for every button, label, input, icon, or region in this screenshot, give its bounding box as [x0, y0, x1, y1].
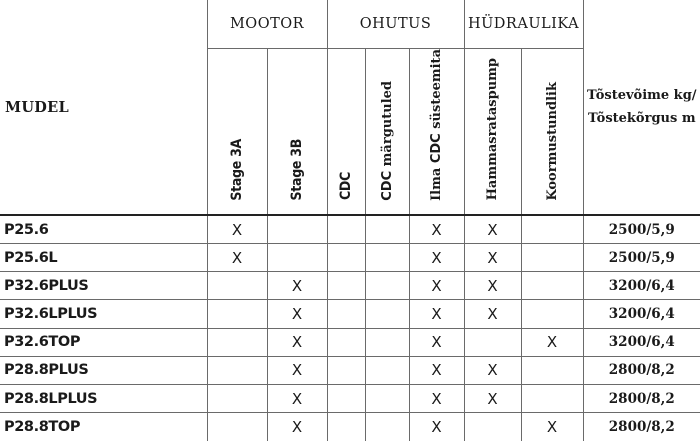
feature-cell-stage3b [267, 272, 327, 300]
feature-cell-gear_pump [464, 300, 521, 328]
feature-cell-cdc [327, 244, 365, 272]
feature-cell-no_cdc [409, 356, 464, 384]
feature-mark: X [487, 220, 498, 239]
feature-cell-cdc_lights [365, 215, 409, 243]
feature-cell-stage3b [267, 385, 327, 413]
feature-cell-stage3a [207, 413, 267, 441]
column-header-stage3b [267, 48, 327, 215]
feature-cell-cdc [327, 272, 365, 300]
feature-mark: X [487, 276, 498, 295]
table-row [0, 328, 700, 356]
feature-cell-gear_pump [464, 385, 521, 413]
feature-cell-stage3a [207, 356, 267, 384]
group-header-engine: MOOTOR [207, 0, 327, 48]
feature-cell-stage3b [267, 413, 327, 441]
column-label-stage3b: Stage 3B [289, 138, 305, 201]
feature-cell-load_sensing [521, 413, 583, 441]
feature-mark: X [291, 276, 303, 295]
feature-cell-load_sensing [521, 385, 583, 413]
feature-mark: X [487, 248, 498, 267]
capacity-value: 2800/8,2 [583, 385, 700, 413]
table-row [0, 244, 700, 272]
column-header-cdc [327, 48, 365, 215]
column-header-no-cdc [409, 48, 464, 215]
feature-mark: X [431, 333, 442, 352]
feature-cell-stage3a [207, 215, 267, 243]
feature-cell-stage3b [267, 244, 327, 272]
capacity-value: 2800/8,2 [583, 356, 700, 384]
model-name: P32.6PLUS [0, 272, 207, 300]
feature-cell-load_sensing [521, 272, 583, 300]
table-row [0, 413, 700, 441]
feature-cell-cdc_lights [365, 413, 409, 441]
feature-cell-cdc [327, 356, 365, 384]
capacity-header-line2: Tõstekõrgus m [587, 111, 696, 127]
feature-cell-gear_pump [464, 244, 521, 272]
capacity-column-header [583, 0, 700, 215]
model-name: P28.8LPLUS [0, 385, 207, 413]
model-name: P25.6L [0, 244, 207, 272]
feature-cell-gear_pump [464, 413, 521, 441]
feature-cell-gear_pump [464, 215, 521, 243]
feature-mark: X [431, 305, 442, 324]
feature-mark: X [431, 361, 442, 380]
feature-cell-cdc_lights [365, 328, 409, 356]
feature-cell-cdc [327, 413, 365, 441]
feature-cell-cdc_lights [365, 385, 409, 413]
model-column-header: MUDEL [5, 98, 70, 116]
column-label-stage3a: Stage 3A [229, 138, 245, 201]
column-label-gear-pump: Hammasrataspump [485, 58, 501, 201]
feature-cell-no_cdc [409, 385, 464, 413]
table-row [0, 215, 700, 243]
feature-cell-no_cdc [409, 272, 464, 300]
feature-mark: X [291, 418, 303, 437]
table-body [0, 215, 700, 441]
capacity-value: 2500/5,9 [583, 244, 700, 272]
feature-cell-stage3a [207, 244, 267, 272]
feature-cell-gear_pump [464, 356, 521, 384]
column-header-stage3a [207, 48, 267, 215]
feature-cell-cdc [327, 215, 365, 243]
column-header-cdc-lights [365, 48, 409, 215]
group-header-hydraulics: HÜDRAULIKA [464, 0, 583, 48]
table-row [0, 272, 700, 300]
feature-mark: X [231, 248, 243, 267]
feature-cell-cdc_lights [365, 356, 409, 384]
feature-cell-no_cdc [409, 328, 464, 356]
feature-cell-cdc_lights [365, 272, 409, 300]
table-row [0, 385, 700, 413]
model-name: P25.6 [0, 215, 207, 243]
feature-cell-no_cdc [409, 244, 464, 272]
feature-mark: X [231, 220, 243, 239]
column-header-gear-pump [464, 48, 521, 215]
feature-cell-load_sensing [521, 300, 583, 328]
feature-mark: X [431, 220, 442, 239]
capacity-value: 3200/6,4 [583, 272, 700, 300]
feature-cell-no_cdc [409, 413, 464, 441]
capacity-value: 3200/6,4 [583, 300, 700, 328]
column-header-load-sensing [521, 48, 583, 215]
feature-cell-load_sensing [521, 215, 583, 243]
feature-cell-cdc [327, 300, 365, 328]
feature-cell-stage3a [207, 272, 267, 300]
feature-mark: X [431, 418, 442, 437]
feature-mark: X [487, 361, 498, 380]
group-header-safety: OHUTUS [327, 0, 464, 48]
column-label-cdc-lights: CDC märgutuled [379, 80, 395, 201]
feature-cell-stage3b [267, 328, 327, 356]
feature-mark: X [291, 333, 303, 352]
capacity-value: 2800/8,2 [583, 413, 700, 441]
feature-cell-load_sensing [521, 244, 583, 272]
model-name: P28.8TOP [0, 413, 207, 441]
feature-cell-gear_pump [464, 328, 521, 356]
column-label-cdc: CDC [338, 172, 355, 201]
feature-mark: X [291, 305, 303, 324]
feature-cell-no_cdc [409, 215, 464, 243]
feature-cell-cdc [327, 385, 365, 413]
capacity-header-line1: Tõstevõime kg/ [587, 88, 697, 104]
feature-mark: X [291, 361, 303, 380]
feature-mark: X [431, 276, 442, 295]
feature-cell-stage3a [207, 385, 267, 413]
table-row [0, 300, 700, 328]
feature-cell-stage3b [267, 215, 327, 243]
table-row [0, 356, 700, 384]
column-label-no-cdc: Ilma CDC süsteemita [429, 48, 445, 201]
feature-cell-cdc_lights [365, 300, 409, 328]
feature-mark: X [487, 389, 498, 408]
model-name: P32.6LPLUS [0, 300, 207, 328]
feature-mark: X [546, 418, 558, 437]
feature-mark: X [546, 333, 558, 352]
model-name: P28.8PLUS [0, 356, 207, 384]
feature-cell-cdc [327, 328, 365, 356]
capacity-value: 2500/5,9 [583, 215, 700, 243]
feature-mark: X [431, 389, 442, 408]
model-name: P32.6TOP [0, 328, 207, 356]
feature-cell-no_cdc [409, 300, 464, 328]
feature-cell-stage3b [267, 356, 327, 384]
capacity-value: 3200/6,4 [583, 328, 700, 356]
feature-cell-gear_pump [464, 272, 521, 300]
feature-cell-load_sensing [521, 328, 583, 356]
feature-cell-load_sensing [521, 356, 583, 384]
feature-cell-stage3a [207, 300, 267, 328]
feature-mark: X [431, 248, 442, 267]
feature-mark: X [487, 305, 498, 324]
feature-mark: X [291, 389, 303, 408]
feature-cell-stage3a [207, 328, 267, 356]
feature-cell-cdc_lights [365, 244, 409, 272]
column-label-load-sensing: Koormustundlik [544, 81, 560, 201]
feature-cell-stage3b [267, 300, 327, 328]
